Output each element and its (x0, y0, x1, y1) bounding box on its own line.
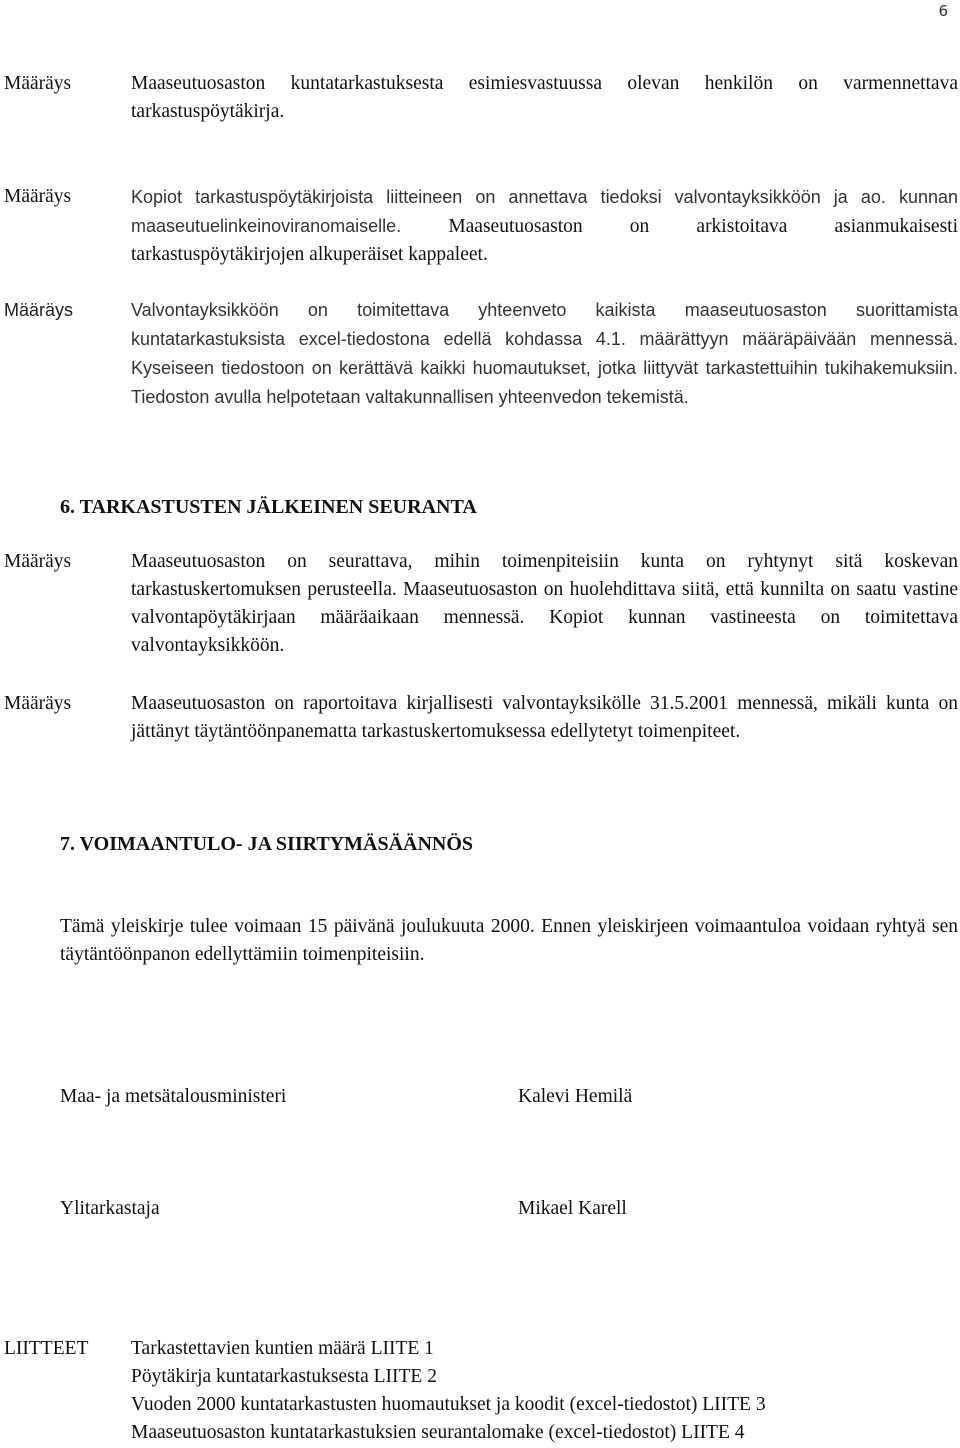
provision-text-part: Kopiot tarkastuspöytäkirjoista liitteineen on annettava tiedoksi valvontayksikköön ja ao. kunnan maaseutuelinkeinoviranomaiselle. (131, 187, 958, 236)
provision-text (131, 296, 958, 412)
provision-text-part: Maaseutuosaston on arkistoitava asianmukaisesti tarkastuspöytäkirjojen alkuperäiset kappaleet. (131, 216, 958, 265)
attachment-item: Tarkastettavien kuntien määrä LIITE 1 (131, 1338, 434, 1359)
provision-text-part: Kyseiseen tiedostoon on kerättävä kaikki huomautukset, jotka liittyvät tarkastettuihin tukihakemuksiin. Tiedoston avulla helpotetaan valtakunnallisen yhteenvedon tekemistä. (131, 358, 958, 407)
provision-text-part: Valvontayksikköön on toimitettava yhteenveto kaikista maaseutuosaston suorittamista kuntatarkastuksista excel-tiedostona edellä kohdassa 4.1. määrättyyn määräpäivään mennessä. (131, 300, 958, 349)
signature-name: Mikael Karell (518, 1198, 627, 1219)
section-7-text: Tämä yleiskirje tulee voimaan 15 päivänä joulukuuta 2000. Ennen yleiskirjeen voimaantuloa voidaan ryhtyä sen täytäntöönpanon edellyttämiin toimenpiteisiin. (60, 916, 958, 965)
attachment-item: Pöytäkirja kuntatarkastuksesta LIITE 2 (131, 1366, 437, 1387)
provision-text: Maaseutuosaston on seurattava, mihin toimenpiteisiin kunta on ryhtynyt sitä koskevan tarkastuskertomuksen perusteella. Maaseutuosaston on huolehdittava siitä, että kunnilta on saatu vastine valvontapöytäkirjaan määräaikaan mennessä. Kopiot kunnan vastineesta on toimitettava valvontayksikköön. (131, 551, 958, 656)
signature-name: Kalevi Hemilä (518, 1086, 633, 1107)
section-6-heading: 6. TARKASTUSTEN JÄLKEINEN SEURANTA (60, 496, 477, 518)
signature-title: Maa- ja metsätalousministeri (60, 1086, 287, 1107)
provision-label: Määräys (4, 73, 72, 94)
provision-label: Määräys (4, 300, 74, 320)
signature-title: Ylitarkastaja (60, 1198, 160, 1219)
provision-label: Määräys (4, 551, 72, 572)
provision-text: Maaseutuosaston kuntatarkastuksesta esimiesvastuussa olevan henkilön on varmennettava tarkastuspöytäkirja. (131, 73, 958, 122)
attachment-item: Maaseutuosaston kuntatarkastuksien seurantalomake (excel-tiedostot) LIITE 4 (131, 1422, 745, 1443)
attachments-list (131, 1335, 766, 1447)
provision-label: Määräys (4, 693, 72, 714)
page-number: 6 (938, 2, 948, 20)
provision-text (131, 183, 958, 269)
attachment-item: Vuoden 2000 kuntatarkastusten huomautukset ja koodit (excel-tiedostot) LIITE 3 (131, 1394, 766, 1415)
section-7-heading: 7. VOIMAANTULO- JA SIIRTYMÄSÄÄNNÖS (60, 833, 474, 855)
provision-label: Määräys (4, 186, 72, 207)
provision-text: Maaseutuosaston on raportoitava kirjallisesti valvontayksikölle 31.5.2001 mennessä, mikäli kunta on jättänyt täytäntöönpanematta tarkastuskertomuksessa edellytetyt toimenpiteet. (131, 693, 958, 742)
attachments-title: LIITTEET (4, 1338, 89, 1359)
